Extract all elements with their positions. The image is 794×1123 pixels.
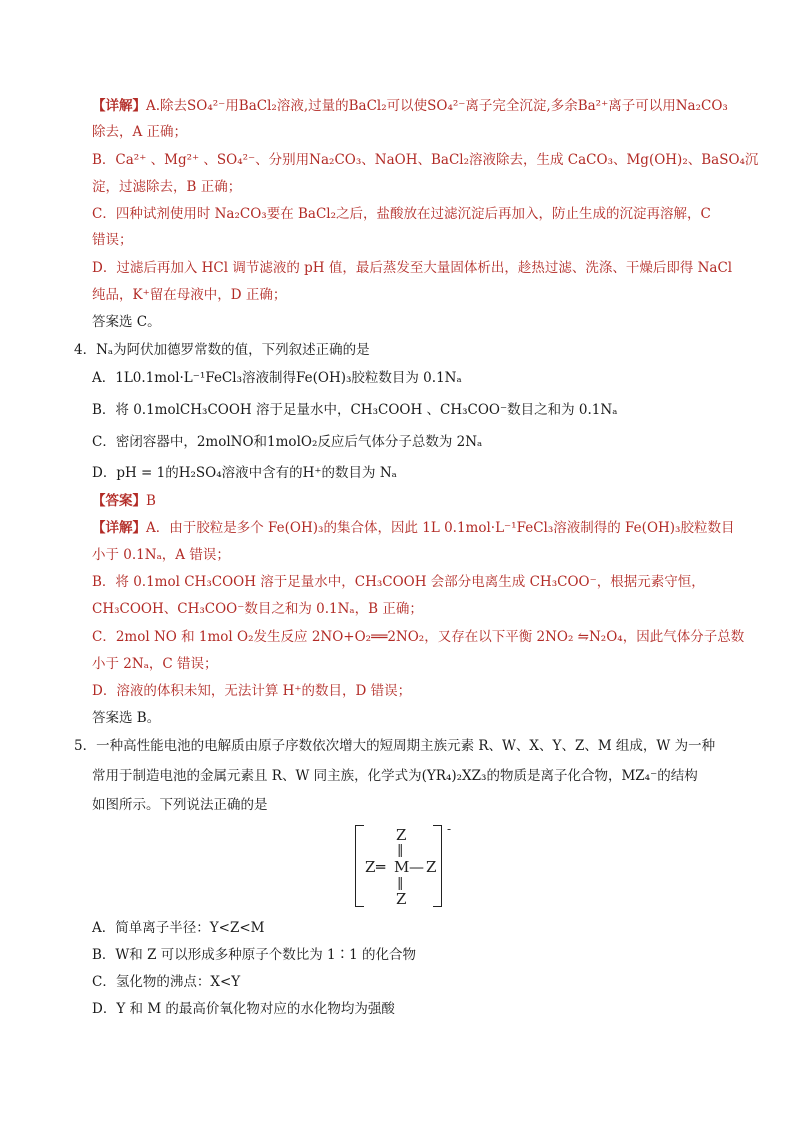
detail-tag: 【详解】 (92, 98, 146, 114)
answer-tag: 【答案】 (92, 493, 146, 509)
atom-center: M (394, 858, 410, 876)
atom-left: Z (365, 858, 376, 876)
question-4-detail-3: B．将 0.1mol CH₃COOH 溶于足量水中，CH₃COOH 会部分电离生成 CH₃COO⁻，根据元素守恒， (92, 574, 705, 590)
question-4-detail-5: C．2mol NO 和 1mol O₂发生反应 2NO+O₂══2NO₂，又存在以下平衡 2NO₂ ⇋N₂O₄，因此气体分子总数 (92, 629, 745, 645)
detail-line-4: 淀，过滤除去，B 正确； (92, 179, 242, 195)
bond-left: ═ (376, 858, 386, 876)
detail-line-3: B．Ca²⁺ 、Mg²⁺ 、SO₄²⁻、分别用Na₂CO₃、NaOH、BaCl₂溶液除去，生成 CaCO₃、Mg(OH)₂、BaSO₄沉 (92, 152, 759, 168)
question-4-detail-1 (92, 518, 734, 538)
detail-line-1 (92, 96, 728, 116)
atom-bottom: Z (396, 890, 407, 908)
question-5-stem-2: 常用于制造电池的金属元素且 R、W 同主族，化学式为(YR₄)₂XZ₃的物质是离子化合物，MZ₄⁻的结构 (92, 768, 698, 784)
detail-text: A.除去SO₄²⁻用BaCl₂溶液,过量的BaCl₂可以使SO₄²⁻离子完全沉淀,多余Ba²⁺离子可以用Na₂CO₃ (146, 98, 728, 114)
question-4-detail-4: CH₃COOH、CH₃COO⁻数目之和为 0.1Nₐ，B 正确； (92, 601, 423, 617)
question-4-detail-2: 小于 0.1Nₐ，A 错误； (92, 547, 230, 563)
question-4-detail-6: 小于 2Nₐ，C 错误； (92, 656, 218, 672)
bond-top: ‖ (397, 843, 404, 858)
bond-bottom: ‖ (397, 876, 404, 891)
question-5-option-d: D．Y 和 M 的最高价氧化物对应的水化物均为强酸 (92, 1001, 395, 1017)
bond-right: — (409, 858, 424, 876)
answer-line: 答案选 C。 (92, 314, 161, 330)
detail-tag: 【详解】 (92, 520, 146, 536)
question-5-stem-1: 5．一种高性能电池的电解质由原子序数依次增大的短周期主族元素 R、W、X、Y、Z、M 组成，W 为一种 (74, 738, 716, 754)
detail-line-2: 除去，A 正确； (92, 124, 188, 140)
detail-line-8: 纯品，K⁺留在母液中，D 正确； (92, 287, 287, 303)
detail-text: A．由于胶粒是多个 Fe(OH)₃的集合体，因此 1L 0.1mol·L⁻¹FeCl₃溶液制得的 Fe(OH)₃胶粒数目 (146, 520, 735, 536)
question-4-answer-line: 答案选 B。 (92, 710, 161, 726)
question-5-option-c: C．氢化物的沸点：X<Y (92, 974, 241, 990)
question-5-option-a: A．简单离子半径：Y<Z<M (92, 920, 265, 936)
atom-right: Z (426, 858, 437, 876)
question-4-detail-7: D．溶液的体积未知，无法计算 H⁺的数目，D 错误； (92, 683, 412, 699)
question-4-option-d: D．pH = 1的H₂SO₄溶液中含有的H⁺的数目为 Nₐ (92, 465, 397, 481)
question-5-option-b: B．W和 Z 可以形成多种原子个数比为 1∶1 的化合物 (92, 947, 417, 963)
question-4-option-c: C．密闭容器中，2molNO和1molO₂反应后气体分子总数为 2Nₐ (92, 434, 483, 450)
question-4-option-b: B．将 0.1molCH₃COOH 溶于足量水中，CH₃COOH 、CH₃COO⁻数目之和为 0.1Nₐ (92, 402, 618, 418)
question-5-stem-3: 如图所示。下列说法正确的是 (92, 797, 268, 813)
structural-formula (350, 820, 470, 912)
left-bracket (355, 825, 364, 907)
detail-line-7: D．过滤后再加入 HCl 调节滤液的 pH 值，最后蒸发至大量固体析出，趁热过滤、洗涤、干燥后即得 NaCl (92, 260, 733, 276)
detail-line-5: C．四种试剂使用时 Na₂CO₃要在 BaCl₂之后，盐酸放在过滤沉淀后再加入，防止生成的沉淀再溶解，C (92, 206, 711, 222)
charge-sign: - (447, 822, 452, 836)
answer-value: B (146, 493, 156, 509)
detail-line-6: 错误； (92, 232, 133, 248)
question-4-option-a: A．1L0.1mol·L⁻¹FeCl₃溶液制得Fe(OH)₃胶粒数目为 0.1Nₐ (92, 370, 462, 386)
atom-top: Z (396, 826, 407, 844)
question-4-stem: 4．Nₐ为阿伏加德罗常数的值，下列叙述正确的是 (74, 342, 370, 358)
question-4-answer (92, 491, 156, 511)
